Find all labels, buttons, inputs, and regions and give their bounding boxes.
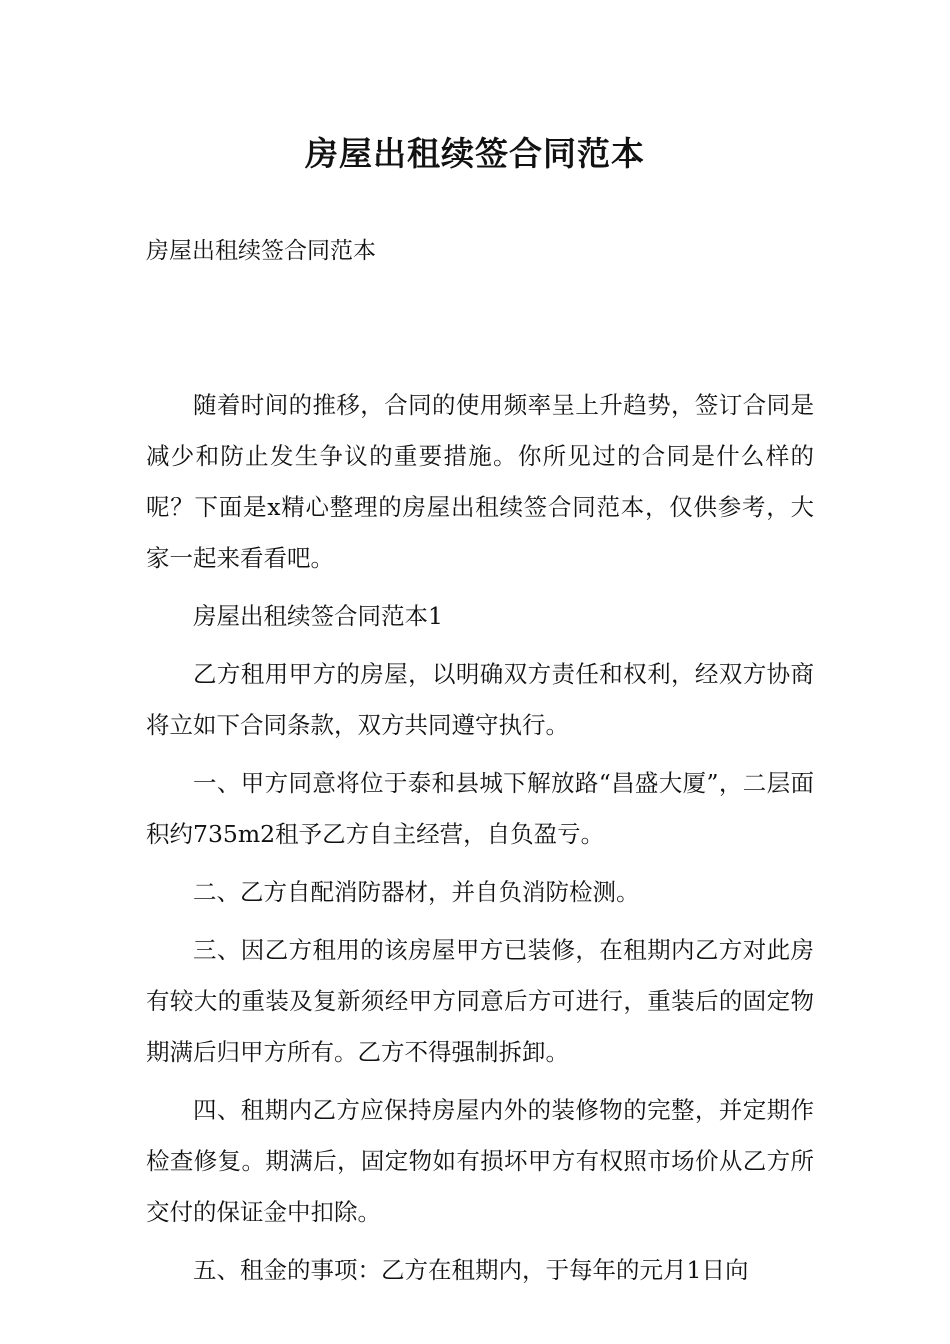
document-subtitle: 房屋出租续签合同范本 <box>146 238 376 264</box>
clause-5: 五、租金的事项：乙方在租期内，于每年的元月1日向 <box>193 1256 749 1284</box>
clause-3: 三、因乙方租用的该房屋甲方已装修，在租期内乙方对此房有较大的重装及复新须经甲方同意后方可进行，重装后的固定物期满后归甲方所有。乙方不得强制拆卸。 <box>146 936 814 1066</box>
intro-paragraph: 随着时间的推移，合同的使用频率呈上升趋势，签订合同是减少和防止发生争议的重要措施。你所见过的合同是什么样的呢？下面是x精心整理的房屋出租续签合同范本，仅供参考，大家一起来看看吧。 <box>146 391 814 572</box>
document-title: 房屋出租续签合同范本 <box>305 134 645 173</box>
clause-1: 一、甲方同意将位于泰和县城下解放路“昌盛大厦”，二层面积约735m2租予乙方自主经营，自负盈亏。 <box>146 769 814 848</box>
section-heading: 房屋出租续签合同范本1 <box>193 602 443 630</box>
clause-4: 四、租期内乙方应保持房屋内外的装修物的完整，并定期作检查修复。期满后，固定物如有损坏甲方有权照市场价从乙方所交付的保证金中扣除。 <box>146 1096 814 1226</box>
clause-2: 二、乙方自配消防器材，并自负消防检测。 <box>193 878 640 906</box>
document-body <box>146 380 814 1296</box>
contract-preamble: 乙方租用甲方的房屋，以明确双方责任和权利，经双方协商将立如下合同条款，双方共同遵守执行。 <box>146 660 814 739</box>
